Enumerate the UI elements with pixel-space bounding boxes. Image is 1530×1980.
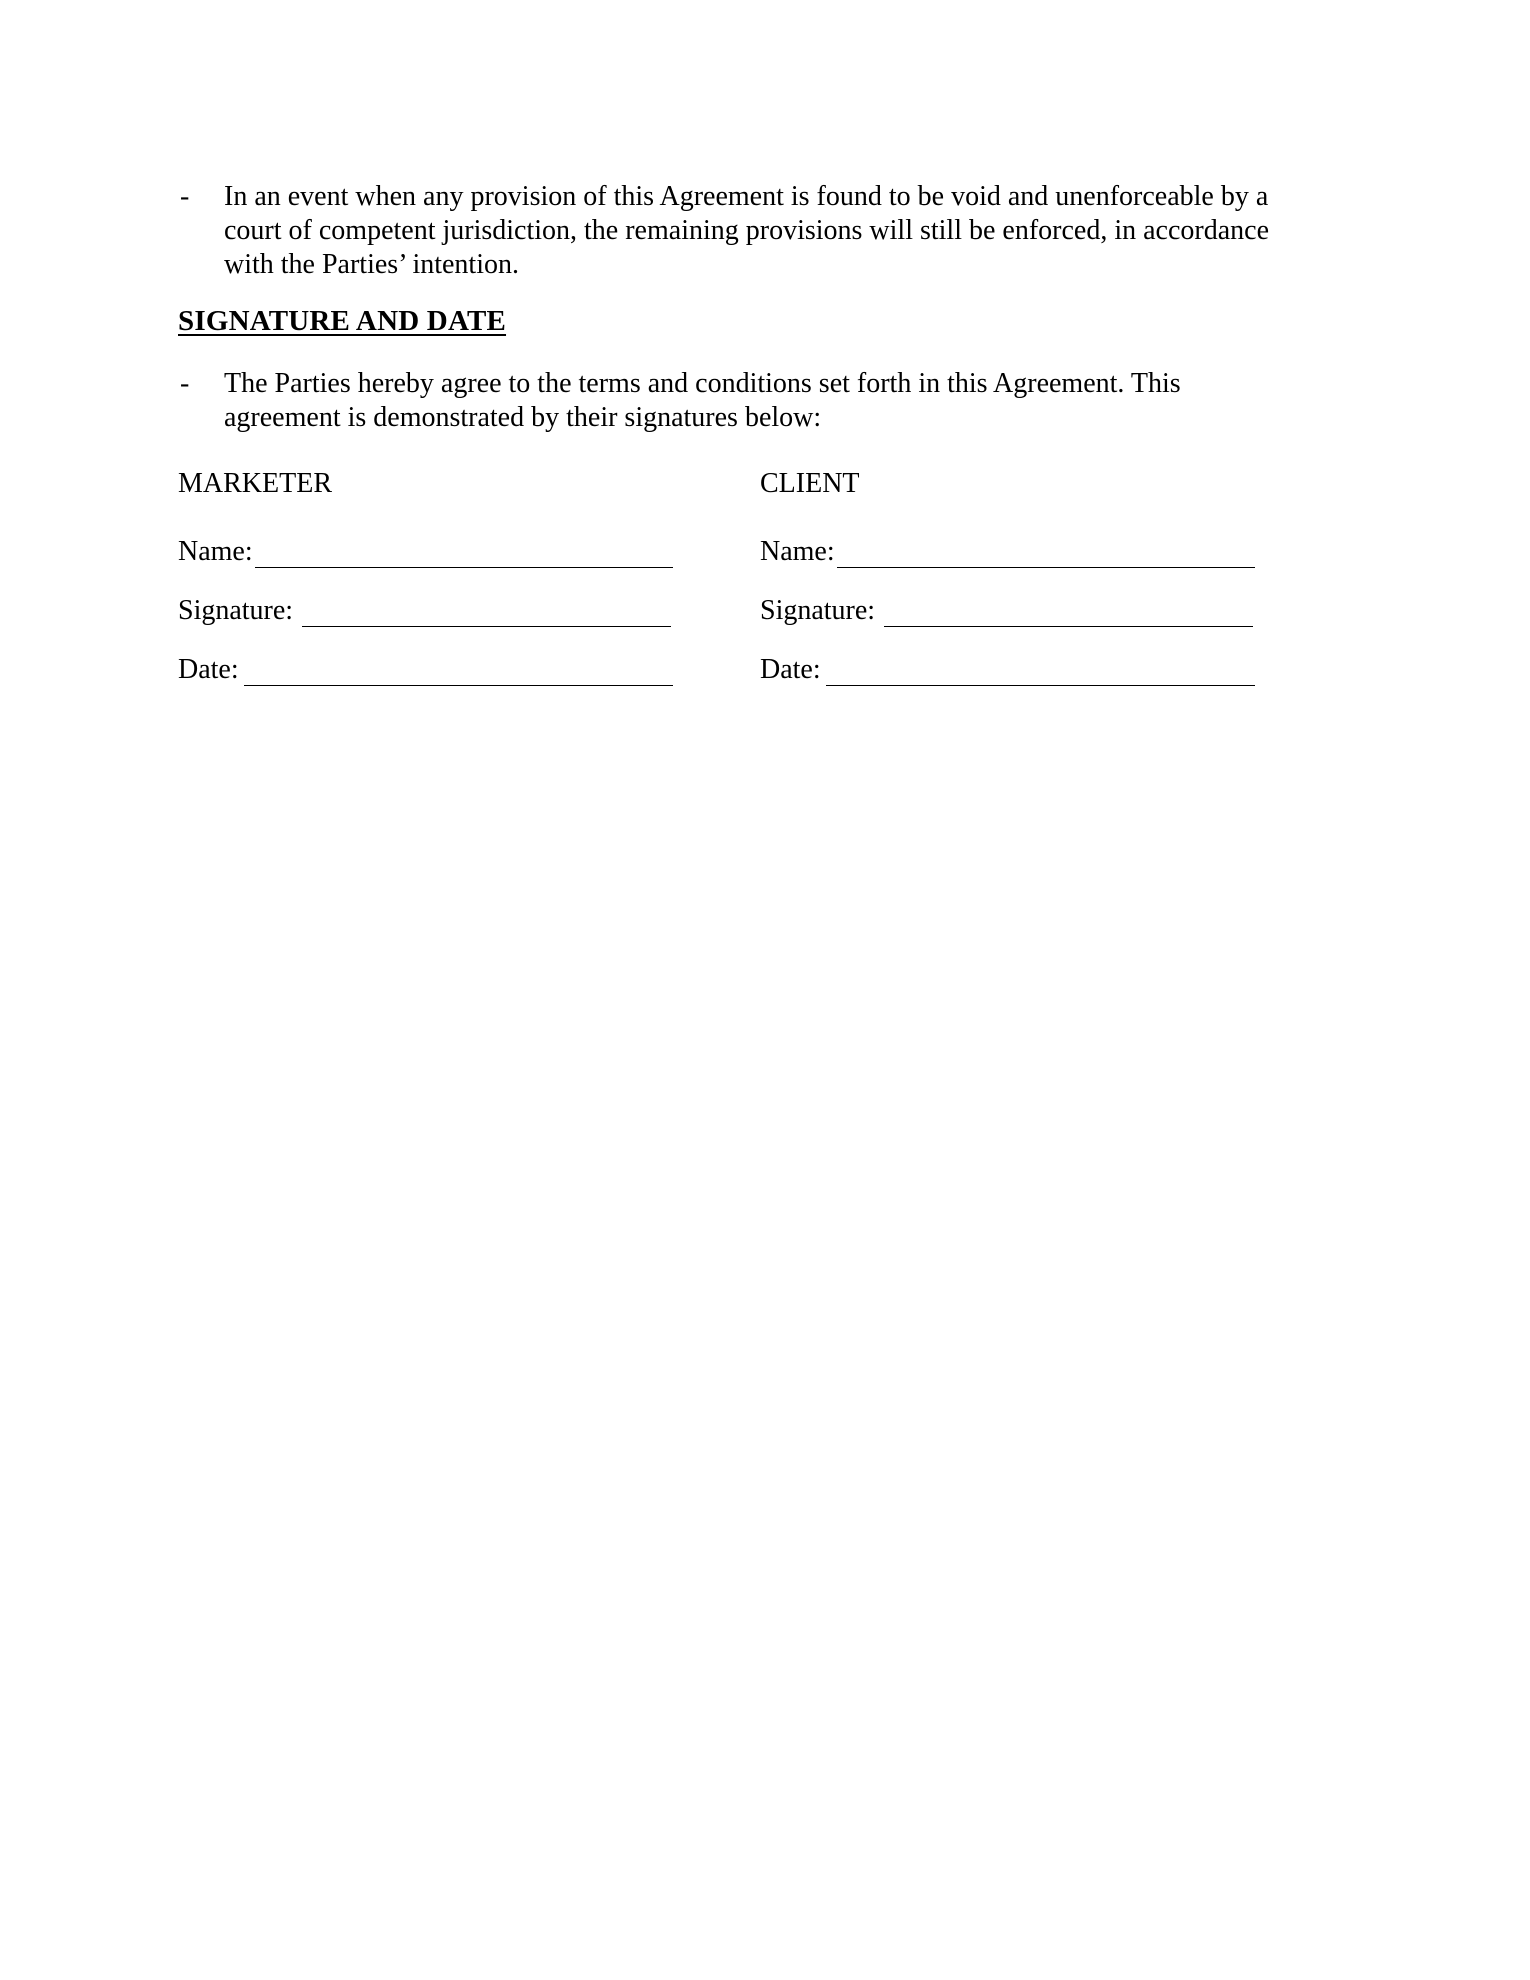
name-label: Name: (760, 536, 835, 567)
text-line: In an event when any provision of this Agreement is found to be void and unenforceable by a (224, 181, 1269, 212)
client-signature-field[interactable] (760, 594, 1260, 634)
severability-text (224, 180, 1374, 282)
text-line: with the Parties’ intention. (224, 249, 519, 280)
bullet-dash: - (180, 368, 190, 399)
signature-label: Signature: (760, 595, 876, 626)
signature-blank-line (884, 626, 1253, 627)
signature-blank-line (302, 626, 671, 627)
marketer-label: MARKETER (178, 468, 332, 499)
date-blank-line (244, 685, 673, 686)
marketer-signature-field[interactable] (178, 594, 678, 634)
text-line: agreement is demonstrated by their signatures below: (224, 402, 822, 433)
date-label: Date: (760, 654, 821, 685)
marketer-name-field[interactable] (178, 535, 678, 575)
agreement-text (224, 367, 1374, 435)
section-heading: SIGNATURE AND DATE (178, 305, 507, 337)
date-blank-line (826, 685, 1255, 686)
name-blank-line (255, 567, 673, 568)
client-name-field[interactable] (760, 535, 1260, 575)
text-line: The Parties hereby agree to the terms and conditions set forth in this Agreement. This (224, 368, 1181, 399)
text-line: court of competent jurisdiction, the remaining provisions will still be enforced, in accordance (224, 215, 1270, 246)
marketer-date-field[interactable] (178, 653, 678, 693)
client-date-field[interactable] (760, 653, 1260, 693)
name-label: Name: (178, 536, 253, 567)
client-label: CLIENT (760, 468, 860, 499)
name-blank-line (837, 567, 1255, 568)
signature-label: Signature: (178, 595, 294, 626)
bullet-dash: - (180, 181, 190, 212)
date-label: Date: (178, 654, 239, 685)
